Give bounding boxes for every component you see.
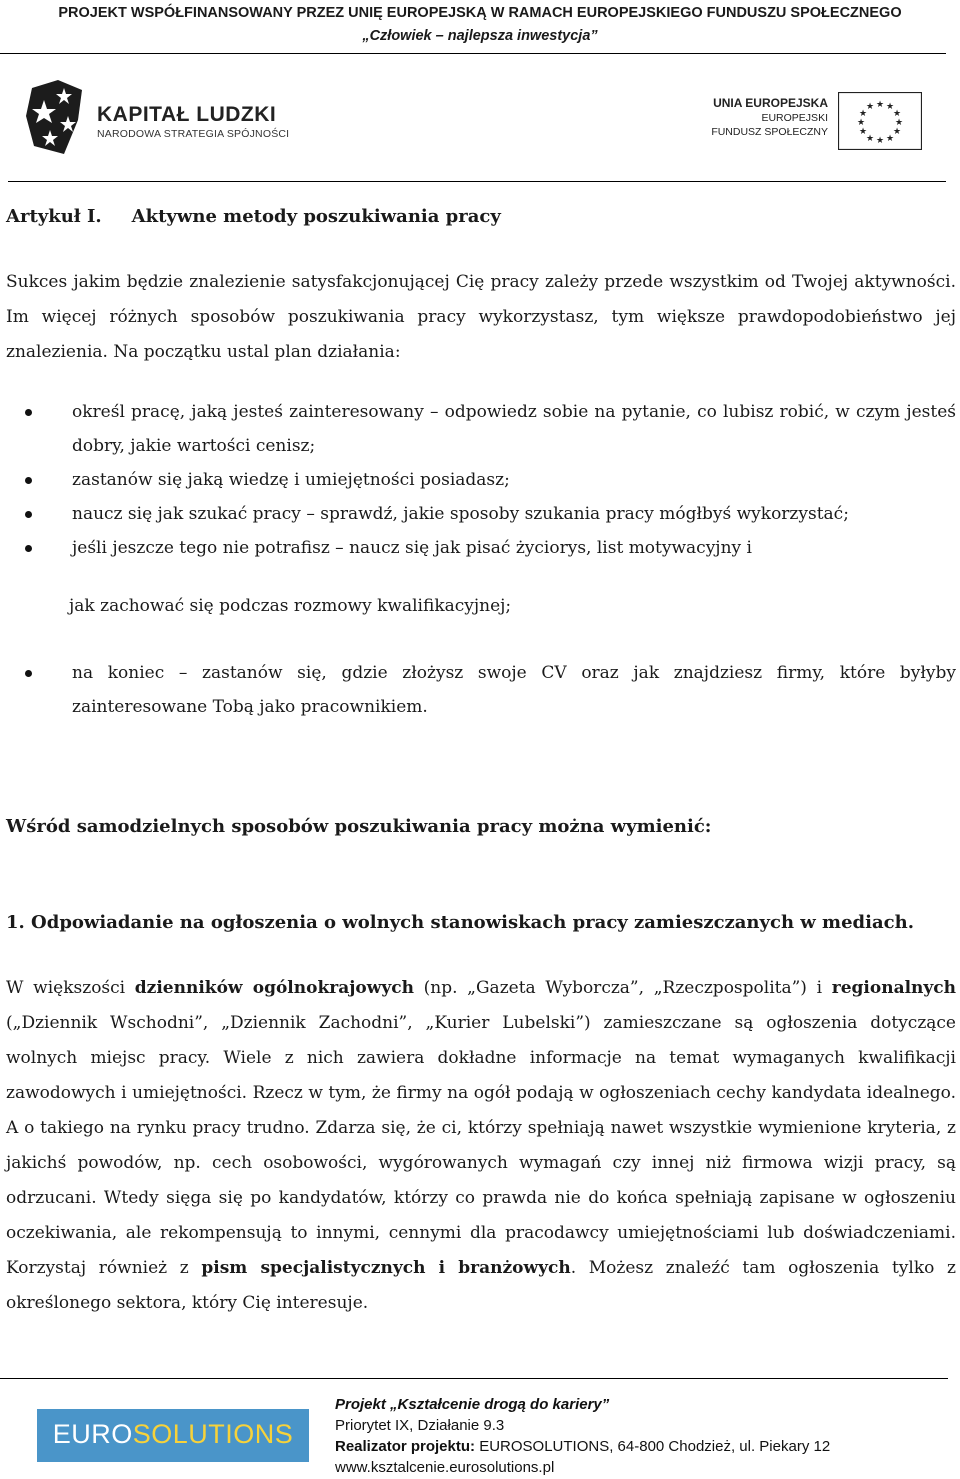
footer-divider [0,1378,948,1379]
logo-part-solutions: SOLUTIONS [132,1419,294,1449]
footer-project: Projekt „Kształcenie drogą do kariery” [335,1396,610,1413]
article-title-text: Aktywne metody poszukiwania pracy [131,206,501,227]
eurosolutions-logo [37,1409,309,1462]
svg-text:★: ★ [858,109,868,119]
text-run: („Dziennik Wschodni”, „Dziennik Zachodni”, „Kurier Lubelski”) zamieszczane są ogłoszenia dotyczące wolnych miejsc pracy. Wiele z nich zawiera dokładne informacje na temat wymaganych kwalifikacji zawodowych i umiejętności. Rzecz w tym, że firmy na ogół podają w ogłoszeniach cechy kandydata idealnego. A o takiego na rynku pracy trudno. Zdarza się, że ci, którzy spełniają nawet wszystkie wymienione kryteria, z jakichś powodów, np. cech osobowości, wygórowanych wymagań czy innej niż firmowa wizji pracy, są odrzucani. Wtedy sięga się po kandydatów, którzy co prawda nie do końca spełniają zapisane w ogłoszeniu oczekiwania, ale rekompensują to innymi, cennymi dla pracodawcy umiejętnościami lub doświadczeniami. Korzystaj również z [6,1013,956,1278]
svg-text:★: ★ [875,136,885,146]
svg-text:★: ★ [894,118,904,128]
list-item-text: zastanów się jaką wiedzę i umiejętności posiadasz; [72,470,510,490]
footer-realizator [335,1436,830,1457]
plan-list [0,395,960,565]
footer-website-link[interactable]: www.ksztalcenie.eurosolutions.pl [335,1459,555,1476]
kapital-ludzki-subtitle: NARODOWA STRATEGIA SPÓJNOŚCI [97,128,290,140]
eu-flag-icon [838,92,922,150]
article-number: Artykuł I. [6,206,102,227]
section-heading-1: 1. Odpowiadanie na ogłoszenia o wolnych stanowiskach pracy zamieszczanych w mediach. [6,912,914,933]
bullet-icon [25,545,32,552]
svg-text:★: ★ [892,109,902,119]
methods-heading: Wśród samodzielnych sposobów poszukiwania pracy można wymienić: [6,816,712,837]
eu-logo [710,92,940,152]
header-slogan: „Człowiek – najlepsza inwestycja” [362,28,598,44]
text-run: . Możesz znaleźć tam ogłoszenia tylko z określonego sektora, który Cię interesuje. [6,1258,956,1313]
eu-logo-line3: FUNDUSZ SPOŁECZNY [711,126,828,138]
text-run: (np. „Gazeta Wyborcza”, „Rzeczpospolita”) i [413,978,832,998]
bold-run: regionalnych [831,978,956,998]
bullet-icon [25,477,32,484]
footer-realizator-value: EUROSOLUTIONS, 64-800 Chodzież, ul. Piekary 12 [475,1438,831,1455]
kapital-ludzki-emblem-icon [24,76,86,156]
svg-text:★: ★ [858,127,868,137]
kapital-ludzki-title: KAPITAŁ LUDZKI [97,103,277,126]
text-run: W większości [6,978,135,998]
footer-priority: Priorytet IX, Działanie 9.3 [335,1417,505,1434]
article-title [6,206,501,227]
plan-list-last [0,656,960,724]
bullet-icon [25,511,32,518]
list-item [0,463,960,497]
list-item-text: naucz się jak szukać pracy – sprawdź, jakie sposoby szukania pracy mógłbyś wykorzystać; [72,504,849,524]
kapital-ludzki-logo [24,76,324,156]
bold-run: dzienników ogólnokrajowych [134,978,414,998]
list-item-text: określ pracę, jaką jesteś zainteresowany – odpowiedz sobie na pytanie, co lubisz robić, w czym jesteś dobry, jakie wartości cenisz; [72,402,956,456]
svg-text:★: ★ [885,134,895,144]
list-item [0,395,960,463]
header-divider [0,53,946,54]
eu-logo-line1: UNIA EUROPEJSKA [713,96,828,110]
svg-text:★: ★ [865,102,875,112]
list-item-text: na koniec – zastanów się, gdzie złożysz swoje CV oraz jak znajdziesz firmy, które byłyby zainteresowane Tobą jako pracownikiem. [72,663,956,717]
footer-info [335,1394,830,1478]
bold-run: pism specjalistycznych i branżowych [201,1258,571,1278]
logo-part-euro: EURO [52,1419,133,1449]
header-project-line: PROJEKT WSPÓŁFINANSOWANY PRZEZ UNIĘ EUROPEJSKĄ W RAMACH EUROPEJSKIEGO FUNDUSZU SPOŁECZNEGO [58,5,902,21]
intro-paragraph: Sukces jakim będzie znalezienie satysfakcjonującej Cię pracy zależy przede wszystkim od Twojej aktywności. Im więcej różnych sposobów poszukiwania pracy wykorzystasz, tym większe prawdopodobieństwo jej znalezienia. Na początku ustal plan działania: [6,272,956,362]
svg-text:★: ★ [892,127,902,137]
svg-text:★: ★ [885,102,895,112]
header-bottom-divider [8,181,946,182]
svg-text:★: ★ [865,134,875,144]
svg-text:★: ★ [856,118,866,128]
eu-logo-line2: EUROPEJSKI [761,112,828,124]
footer-realizator-label: Realizator projektu: [335,1438,476,1455]
eurosolutions-logo-text [37,1419,309,1450]
list-item [0,656,960,724]
newspapers-paragraph [6,971,956,1321]
list-item [0,497,960,531]
list-item-text: jeśli jeszcze tego nie potrafisz – naucz się jak pisać życiorys, list motywacyjny i [72,538,752,558]
svg-text:★: ★ [875,100,885,110]
bullet-icon [25,670,32,677]
list-continuation: jak zachować się podczas rozmowy kwalifikacyjnej; [69,596,512,616]
bullet-icon [25,409,32,416]
list-item [0,531,960,565]
